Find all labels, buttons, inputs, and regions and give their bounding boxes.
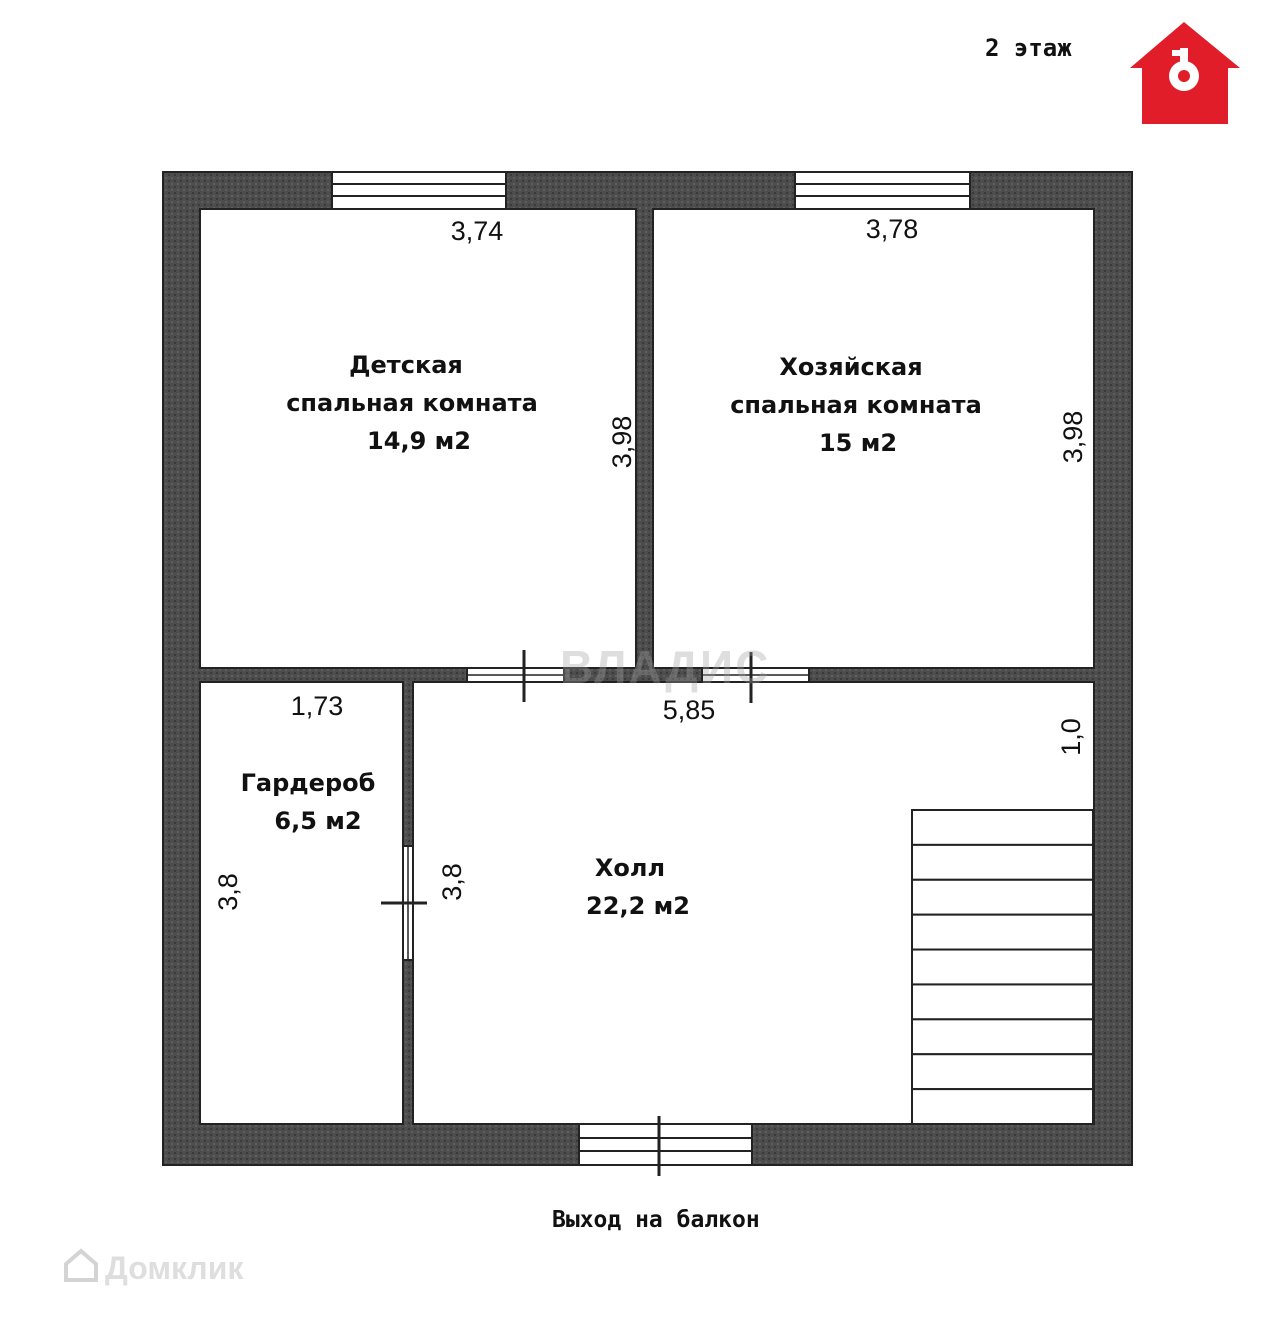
hall-title: Холл: [594, 854, 666, 882]
window-top-right: [795, 172, 970, 209]
watermark-domclick: Домклик: [105, 1250, 244, 1286]
staircase: [912, 810, 1093, 1124]
dim-master-height: 3,98: [1058, 410, 1088, 464]
stair-step: [912, 1089, 1093, 1124]
balcony-exit-label: Выход на балкон: [552, 1207, 760, 1233]
stair-step: [912, 880, 1093, 915]
dim-wardrobe-height: 3,8: [213, 873, 243, 911]
watermark-vladis: ВЛАДИС: [560, 641, 771, 693]
house-key-logo-icon: [1128, 20, 1240, 130]
master-room-title: Хозяйская: [779, 353, 923, 381]
hall-area: 22,2 м2: [586, 892, 690, 920]
dim-hall-width: 5,85: [662, 695, 716, 725]
stair-step: [912, 845, 1093, 880]
window-top-left: [332, 172, 506, 209]
stair-step: [912, 950, 1093, 985]
master-room-subtitle: спальная комната: [730, 391, 982, 419]
kids-room-area: 14,9 м2: [367, 427, 471, 455]
dim-kids-width: 3,74: [450, 216, 504, 246]
dim-stair-offset: 1,0: [1056, 718, 1086, 756]
stair-step: [912, 984, 1093, 1019]
stair-step: [912, 1019, 1093, 1054]
stair-step: [912, 915, 1093, 950]
kids-room-title: Детская: [349, 351, 463, 379]
dim-kids-height: 3,98: [607, 415, 637, 469]
dim-wardrobe-width: 1,73: [290, 691, 344, 721]
watermark-home-icon: [62, 1246, 100, 1288]
wardrobe-title: Гардероб: [240, 769, 376, 797]
kids-room-subtitle: спальная комната: [286, 389, 538, 417]
wardrobe-area: 6,5 м2: [274, 807, 362, 835]
dim-hall-height: 3,8: [437, 863, 467, 901]
floor-label: 2 этаж: [985, 34, 1072, 62]
dim-master-width: 3,78: [865, 214, 919, 244]
master-room-area: 15 м2: [818, 429, 898, 457]
balcony-door: [579, 1116, 752, 1176]
stair-step: [912, 1054, 1093, 1089]
stair-step: [912, 810, 1093, 845]
